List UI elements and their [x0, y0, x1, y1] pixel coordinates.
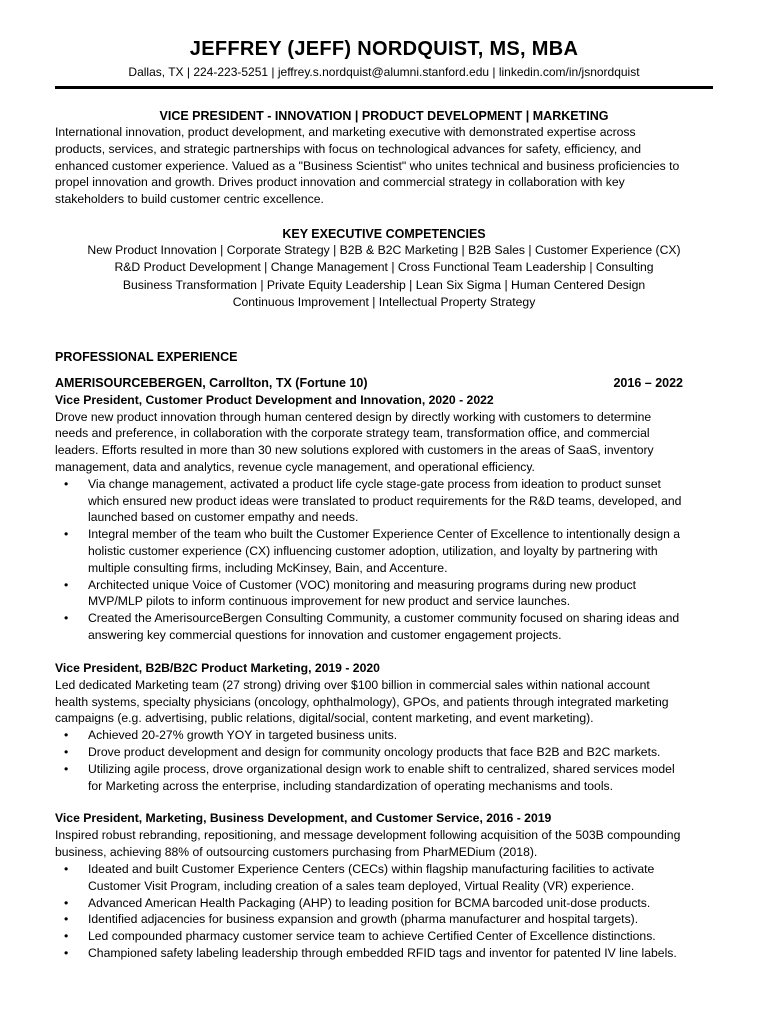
- bullet-line: holistic customer experience (CX) influencing customer adoption, utilization, and loyalty by partnering with: [88, 543, 658, 558]
- summary-line: enhanced customer experience. Valued as a "Business Scientist" who unites technical and business proficiencies to: [55, 158, 680, 173]
- role-bullets: [55, 861, 713, 962]
- contact-line: Dallas, TX | 224-223-5251 | jeffrey.s.nordquist@alumni.stanford.edu | linkedin.com/in/jsnordquist: [128, 65, 640, 79]
- bullet-line: which ensured new product ideas were translated to product requirements for the R&D teams, developed, and: [88, 493, 682, 508]
- experience-title: PROFESSIONAL EXPERIENCE: [55, 349, 238, 364]
- description-line: campaigns (e.g. advertising, public relations, digital/social, content marketing, and event marketing).: [55, 711, 594, 726]
- description-line: Drove new product innovation through human centered design by directly working with customers to determine: [55, 409, 652, 424]
- bullet-icon: •: [64, 861, 69, 876]
- competency-line: Continuous Improvement | Intellectual Property Strategy: [232, 295, 536, 310]
- description-line: Inspired robust rebranding, repositioning, and message development following acquisition of the 503B compounding: [55, 828, 681, 843]
- bullet-line: Championed safety labeling leadership through embedded RFID tags and inventor for patented IV line labels.: [88, 945, 677, 960]
- bullet-item: [55, 526, 713, 576]
- header-divider: [55, 86, 713, 89]
- summary-line: propel innovation and growth. Drives product innovation and commercial strategy in collaboration with key: [55, 175, 625, 190]
- description-line: health systems, specialty physicians (oncology, ophthalmology), GPOs, and patients through integrated marketing: [55, 694, 669, 709]
- bullet-line: Ideated and built Customer Experience Centers (CECs) within flagship manufacturing facilities to activate: [88, 861, 655, 876]
- bullet-line: for Marketing across the enterprise, including standardization of operating mechanisms and tools.: [88, 778, 614, 793]
- bullet-item: [55, 610, 713, 644]
- competency-line: R&D Product Development | Change Management | Cross Functional Team Leadership | Consulting: [114, 260, 654, 275]
- bullet-item: [55, 928, 713, 945]
- competencies-list: [55, 242, 713, 312]
- bullet-line: Drove product development and design for community oncology products that face B2B and B2C markets.: [88, 744, 661, 759]
- bullet-icon: •: [64, 577, 69, 592]
- company-name: AMERISOURCEBERGEN, Carrollton, TX (Fortune 10): [55, 375, 368, 390]
- bullet-icon: •: [64, 912, 69, 927]
- company-row: [55, 375, 713, 392]
- bullet-line: MVP/MLP pilots to inform continuous improvement for new product and service launches.: [88, 594, 571, 609]
- bullet-line: Integral member of the team who built the Customer Experience Center of Excellence to intentionally design a: [88, 527, 681, 542]
- bullet-line: Led compounded pharmacy customer service team to achieve Certified Center of Excellence distinctions.: [88, 929, 656, 944]
- role-title: Vice President, Customer Product Development and Innovation, 2020 - 2022: [55, 392, 494, 407]
- bullet-item: [55, 727, 713, 744]
- bullet-item: [55, 911, 713, 928]
- bullet-item: [55, 761, 713, 795]
- bullet-icon: •: [64, 728, 69, 743]
- description-line: management, data and analytics, revenue cycle management, and operational efficiency.: [55, 460, 535, 474]
- summary-title: VICE PRESIDENT - INNOVATION | PRODUCT DEVELOPMENT | MARKETING: [159, 109, 609, 123]
- company-dates: 2016 – 2022: [613, 375, 683, 390]
- description-line: Led dedicated Marketing team (27 strong) driving over $100 billion in commercial sales within national account: [55, 677, 650, 692]
- summary-line: products, services, and strategic partnerships with focus on technological advances for safety, efficiency, and: [55, 141, 641, 156]
- role-title: Vice President, Marketing, Business Development, and Customer Service, 2016 - 2019: [55, 811, 552, 826]
- bullet-icon: •: [64, 744, 69, 759]
- bullet-icon: •: [64, 476, 69, 491]
- bullet-icon: •: [64, 761, 69, 776]
- bullet-line: Achieved 20-27% growth YOY in targeted business units.: [88, 728, 398, 743]
- description-line: needs and preference, in collaboration with the corporate strategy team, transformation office, and commercial: [55, 426, 650, 441]
- bullet-item: [55, 861, 713, 895]
- bullet-icon: •: [64, 527, 69, 542]
- bullet-line: Identified adjacencies for business expansion and growth (pharma manufacturer and hospital targets).: [88, 912, 639, 927]
- bullet-line: Created the AmerisourceBergen Consulting Community, a customer community focused on sharing ideas and: [88, 611, 680, 626]
- bullet-item: [55, 476, 713, 526]
- bullet-item: [55, 895, 713, 912]
- competencies-title: KEY EXECUTIVE COMPETENCIES: [282, 226, 486, 241]
- description-line: business, achieving 88% of outsourcing customers purchasing from PharMEDium (2018).: [55, 845, 538, 860]
- bullet-line: Customer Visit Program, including creation of a sales team deployed, Virtual Reality (VR) experience.: [88, 878, 635, 893]
- bullet-line: Utilizing agile process, drove organizational design work to enable shift to centralized, shared services model: [88, 761, 675, 776]
- role-description: [55, 827, 713, 861]
- bullet-line: Via change management, activated a product life cycle stage-gate process from ideation to product sunset: [88, 476, 661, 491]
- bullet-icon: •: [64, 611, 69, 626]
- description-line: leaders. Efforts resulted in more than 30 new solutions explored with customers in the areas of SaaS, inventory: [55, 443, 654, 458]
- competency-line: Business Transformation | Private Equity Leadership | Lean Six Sigma | Human Centered Design: [122, 277, 646, 292]
- bullet-item: [55, 744, 713, 761]
- bullet-line: multiple consulting firms, including McKinsey, Bain, and Accenture.: [88, 560, 448, 575]
- candidate-name: JEFFREY (JEFF) NORDQUIST, MS, MBA: [189, 38, 579, 60]
- bullet-icon: •: [64, 945, 69, 960]
- role-bullets: [55, 476, 713, 644]
- bullet-icon: •: [64, 929, 69, 944]
- role-description: [55, 677, 713, 727]
- summary-paragraph: [55, 124, 713, 208]
- bullet-line: answering key commercial questions for innovation and customer engagement projects.: [88, 627, 562, 642]
- summary-line: stakeholders to build customer centric excellence.: [55, 192, 324, 207]
- bullet-line: Architected unique Voice of Customer (VOC) monitoring and measuring programs during new product: [88, 577, 637, 592]
- bullet-line: launched based on customer empathy and needs.: [88, 510, 359, 525]
- bullet-item: [55, 577, 713, 611]
- competency-line: New Product Innovation | Corporate Strategy | B2B & B2C Marketing | B2B Sales | Customer Experience (CX): [87, 242, 681, 257]
- bullet-line: Advanced American Health Packaging (AHP) to leading position for BCMA barcoded unit-dose products.: [88, 895, 651, 910]
- summary-line: International innovation, product development, and marketing executive with demonstrated expertise across: [55, 125, 636, 139]
- role-bullets: [55, 727, 713, 794]
- role-title: Vice President, B2B/B2C Product Marketing, 2019 - 2020: [55, 660, 380, 675]
- role-description: [55, 409, 713, 476]
- bullet-item: [55, 945, 713, 962]
- bullet-icon: •: [64, 895, 69, 910]
